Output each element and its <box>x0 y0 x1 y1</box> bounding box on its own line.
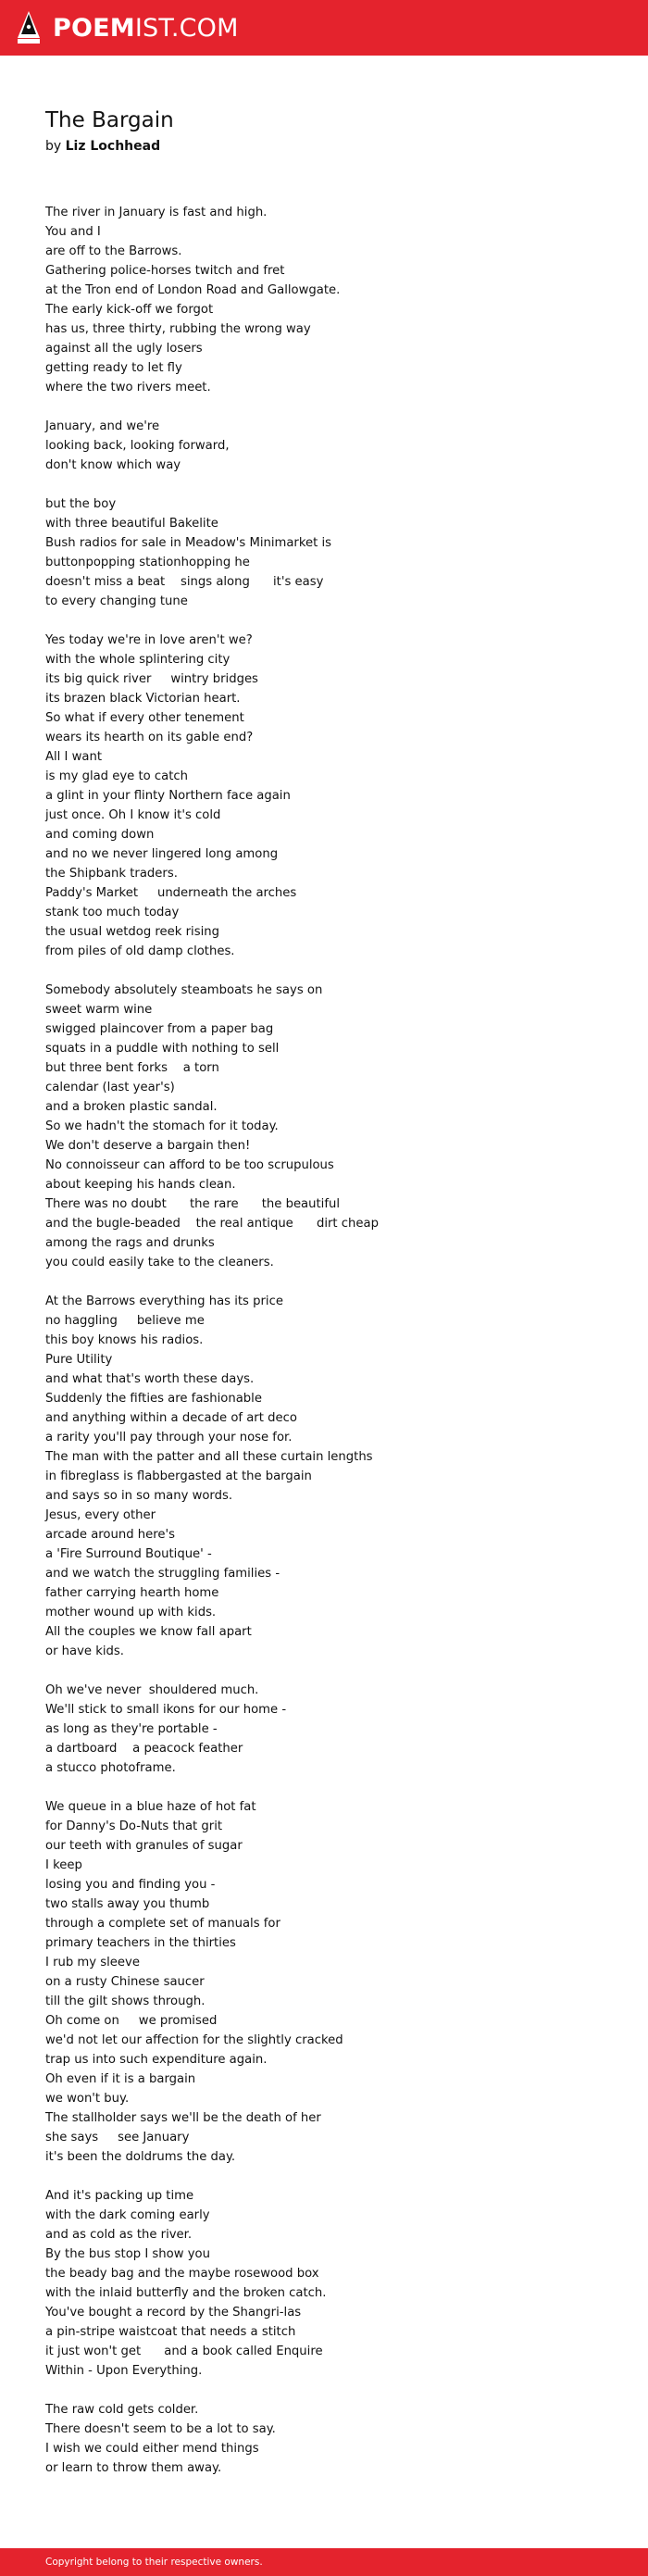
poem-line: We don't deserve a bargain then! <box>45 1139 251 1153</box>
poem-line: swigged plaincover from a paper bag <box>45 1022 274 1036</box>
poem-line: doesn't miss a beat sings along it's easy <box>45 575 324 589</box>
poem-line: And it's packing up time <box>45 2189 194 2203</box>
poem-line: a dartboard a peacock feather <box>45 1742 243 1756</box>
poem-line: Bush radios for sale in Meadow's Minimarket is <box>45 536 332 550</box>
poem-line: with the dark coming early <box>45 2208 210 2222</box>
poem-line: or learn to throw them away. <box>45 2461 222 2475</box>
poem-line: and as cold as the river. <box>45 2228 193 2242</box>
poem-line: primary teachers in the thirties <box>45 1936 236 1950</box>
poem-line: a rarity you'll pay through your nose for. <box>45 1431 293 1444</box>
poem-line: stank too much today <box>45 906 180 919</box>
poem-line: till the gilt shows through. <box>45 1995 206 2008</box>
pen-nib-icon <box>16 10 42 45</box>
poem-line: is my glad eye to catch <box>45 769 189 783</box>
poem-line: Jesus, every other <box>45 1508 156 1522</box>
stanza-break <box>45 611 619 631</box>
logo-text-light: IST.COM <box>134 13 239 43</box>
stanza-break <box>45 2381 619 2400</box>
poem-line: and anything within a decade of art deco <box>45 1411 297 1425</box>
poem-line: among the rags and drunks <box>45 1236 215 1250</box>
poem-line: a glint in your flinty Northern face again <box>45 789 291 803</box>
poem-line: the Shipbank traders. <box>45 867 178 881</box>
poem-line: By the bus stop I show you <box>45 2247 210 2261</box>
poem-line: it just won't get and a book called Enquire <box>45 2345 323 2358</box>
poem-line: I keep <box>45 1858 82 1872</box>
poem-line: a stucco photoframe. <box>45 1761 176 1775</box>
stanza-break <box>45 1272 619 1292</box>
poem-line: All the couples we know fall apart <box>45 1625 252 1639</box>
site-footer <box>0 2548 648 2576</box>
poem-line: The river in January is fast and high. <box>45 206 268 219</box>
poem-line: to every changing tune <box>45 594 188 608</box>
poem-byline <box>45 138 160 155</box>
poem-line: on a rusty Chinese saucer <box>45 1975 205 1989</box>
poem-line: and the bugle-beaded the real antique dirt cheap <box>45 1217 379 1231</box>
site-logo-text <box>53 13 239 43</box>
poem-line: sweet warm wine <box>45 1003 153 1017</box>
poem-line: at the Tron end of London Road and Gallowgate. <box>45 283 341 297</box>
poem-line: Paddy's Market underneath the arches <box>45 886 297 900</box>
poem-line: losing you and finding you - <box>45 1878 216 1892</box>
poem-line: calendar (last year's) <box>45 1081 175 1094</box>
poem-line: and says so in so many words. <box>45 1489 233 1503</box>
poem-line: two stalls away you thumb <box>45 1897 210 1911</box>
site-logo-link[interactable] <box>16 10 239 45</box>
poem-line: and no we never lingered long among <box>45 847 279 861</box>
poem-line: with the whole splintering city <box>45 653 231 667</box>
poem-line: mother wound up with kids. <box>45 1606 217 1619</box>
poem-line: as long as they're portable - <box>45 1722 218 1736</box>
poem-line: There doesn't seem to be a lot to say. <box>45 2422 276 2436</box>
poem-line: There was no doubt the rare the beautiful <box>45 1197 340 1211</box>
poem-line: January, and we're <box>45 419 160 433</box>
poem-line: but three bent forks a torn <box>45 1061 219 1075</box>
site-header <box>0 0 648 56</box>
poem-line: with three beautiful Bakelite <box>45 517 218 531</box>
poem-line: I rub my sleeve <box>45 1956 140 1970</box>
poem-line: and a broken plastic sandal. <box>45 1100 218 1114</box>
poem-line: You and I <box>45 225 101 239</box>
poem-line: Within - Upon Everything. <box>45 2364 203 2378</box>
poem-line: about keeping his hands clean. <box>45 1178 236 1192</box>
poem-line: The man with the patter and all these curtain lengths <box>45 1450 373 1464</box>
poem-line: father carrying hearth home <box>45 1586 219 1600</box>
poem-line: Oh even if it is a bargain <box>45 2072 196 2086</box>
poem-line: our teeth with granules of sugar <box>45 1839 243 1853</box>
poem-line: Gathering police-horses twitch and fret <box>45 264 285 278</box>
stanza-break <box>45 1778 619 1797</box>
poem-line: wears its hearth on its gable end? <box>45 731 254 744</box>
poem-line: don't know which way <box>45 458 181 472</box>
poem-line: we'd not let our affection for the slightly cracked <box>45 2033 343 2047</box>
poem-line: arcade around here's <box>45 1528 175 1542</box>
poem-line: and what that's worth these days. <box>45 1372 255 1386</box>
author-link[interactable]: Liz Lochhead <box>65 139 161 154</box>
poem-line: You've bought a record by the Shangri-las <box>45 2306 302 2320</box>
poem-line: Pure Utility <box>45 1353 113 1367</box>
poem-line: getting ready to let fly <box>45 361 182 375</box>
poem-line: the usual wetdog reek rising <box>45 925 219 939</box>
poem-line: and coming down <box>45 828 155 842</box>
stanza-break <box>45 961 619 981</box>
poem-line: its big quick river wintry bridges <box>45 672 258 686</box>
poem-line: trap us into such expenditure again. <box>45 2053 268 2067</box>
poem-line: Oh we've never shouldered much. <box>45 1683 259 1697</box>
poem-line: So we hadn't the stomach for it today. <box>45 1119 279 1133</box>
poem-line: we won't buy. <box>45 2092 130 2106</box>
poem-line: for Danny's Do-Nuts that grit <box>45 1819 223 1833</box>
poem-line: The stallholder says we'll be the death of her <box>45 2111 321 2125</box>
poem-line: its brazen black Victorian heart. <box>45 692 241 706</box>
poem-line: At the Barrows everything has its price <box>45 1294 283 1308</box>
poem-line: has us, three thirty, rubbing the wrong way <box>45 322 311 336</box>
poem-line: Somebody absolutely steamboats he says on <box>45 983 323 997</box>
poem-line: Suddenly the fifties are fashionable <box>45 1392 262 1406</box>
poem-line: this boy knows his radios. <box>45 1333 204 1347</box>
poem-line: I wish we could either mend things <box>45 2442 259 2456</box>
poem-line: with the inlaid butterfly and the broken catch. <box>45 2286 327 2300</box>
poem-line: she says see January <box>45 2131 190 2145</box>
poem-line: it's been the doldrums the day. <box>45 2150 236 2164</box>
stanza-break <box>45 1661 619 1681</box>
poem-line: Oh come on we promised <box>45 2014 218 2028</box>
poem-line: squats in a puddle with nothing to sell <box>45 1042 280 1056</box>
stanza-break <box>45 475 619 494</box>
poem-line: looking back, looking forward, <box>45 439 230 453</box>
logo-text-bold: POEM <box>53 13 135 43</box>
poem-body <box>45 203 619 2478</box>
poem-line: We queue in a blue haze of hot fat <box>45 1800 256 1814</box>
poem-line: buttonpopping stationhopping he <box>45 556 250 569</box>
footer-copyright: Copyright belong to their respective owners. <box>45 2557 263 2568</box>
stanza-break <box>45 397 619 417</box>
poem-line: The raw cold gets colder. <box>45 2403 199 2417</box>
poem-line: but the boy <box>45 497 117 511</box>
poem-line: a 'Fire Surround Boutique' - <box>45 1547 212 1561</box>
poem-line: No connoisseur can afford to be too scrupulous <box>45 1158 334 1172</box>
poem-line: just once. Oh I know it's cold <box>45 808 221 822</box>
poem-line: are off to the Barrows. <box>45 244 182 258</box>
poem-title: The Bargain <box>45 108 174 132</box>
poem-line: the beady bag and the maybe rosewood box <box>45 2267 319 2281</box>
poem-line: All I want <box>45 750 103 764</box>
poem-line: through a complete set of manuals for <box>45 1917 280 1931</box>
poem-line: and we watch the struggling families - <box>45 1567 280 1581</box>
poem-line: from piles of old damp clothes. <box>45 944 235 958</box>
poem-line: The early kick-off we forgot <box>45 303 214 317</box>
by-label: by <box>45 139 62 154</box>
poem-line: no haggling believe me <box>45 1314 205 1328</box>
poem-line: We'll stick to small ikons for our home - <box>45 1703 287 1717</box>
poem-line: against all the ugly losers <box>45 342 203 356</box>
poem-line: in fibreglass is flabbergasted at the bargain <box>45 1469 312 1483</box>
stanza-break <box>45 2167 619 2186</box>
poem-line: where the two rivers meet. <box>45 381 211 394</box>
poem-line: a pin-stripe waistcoat that needs a stitch <box>45 2325 296 2339</box>
poem-line: or have kids. <box>45 1644 124 1658</box>
poem-line: you could easily take to the cleaners. <box>45 1256 274 1269</box>
poem-line: So what if every other tenement <box>45 711 244 725</box>
poem-line: Yes today we're in love aren't we? <box>45 633 253 647</box>
